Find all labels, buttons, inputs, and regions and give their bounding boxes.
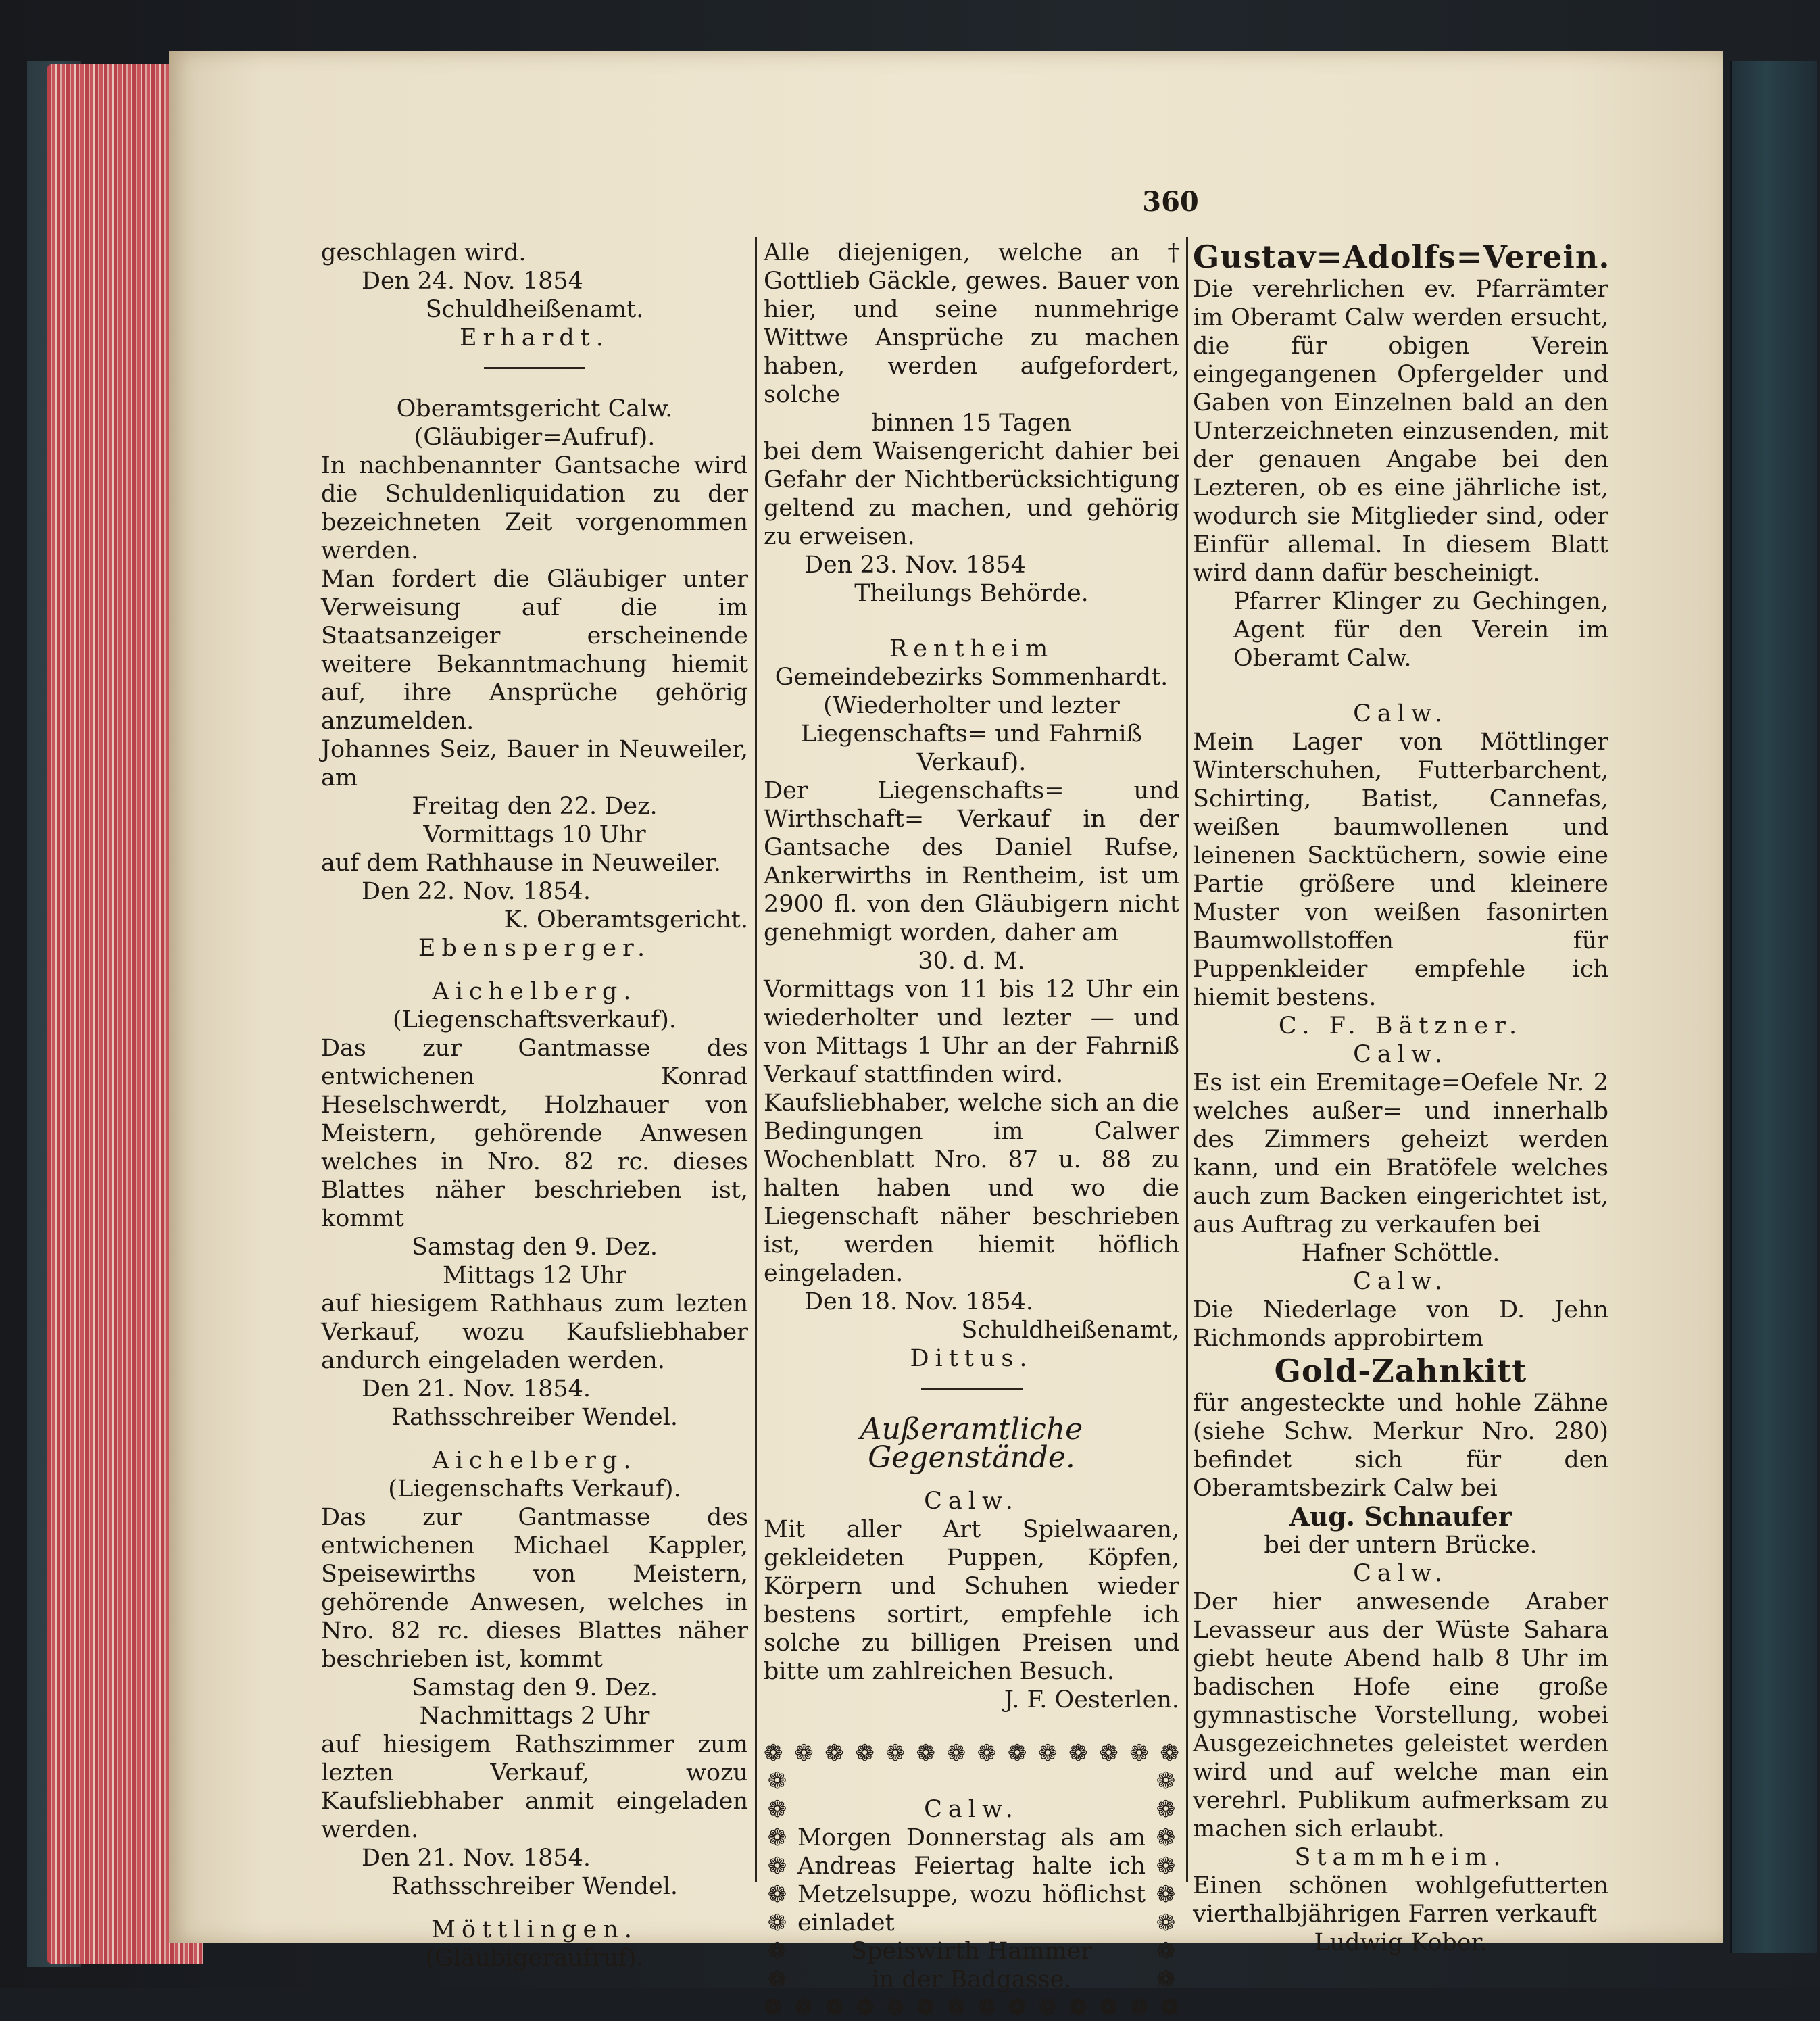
- ad-heading: Calw.: [1353, 700, 1448, 727]
- notice-text: Vormittags von 11 bis 12 Uhr ein wiederholter und lezter — und von Mittags 1 Uhr an der Fahrniß Verkauf stattfinden wird.: [764, 976, 1179, 1088]
- date-line: 30. d. M.: [918, 948, 1025, 975]
- notice-subheading: (Liegenschafts Verkauf).: [388, 1476, 681, 1503]
- date-line: Den 18. Nov. 1854.: [804, 1288, 1033, 1315]
- signature: Ludwig Kober.: [1314, 1929, 1487, 1956]
- ad-text: Mein Lager von Möttlinger Winterschuhen, Futterbarchent, Schirting, Batist, Cannefas, weißen baumwollenen und leinenen Sacktüchern, sowie eine Partie größere und kleinere Muster von weißen fasonirten Baumwollstoffen für Puppenkleider empfehle ich hiemit bestens.: [1193, 729, 1608, 1011]
- signature: Speiswirth Hammer: [850, 1938, 1093, 1965]
- ad-text: Es ist ein Eremitage=Oefele Nr. 2 welches außer= und innerhalb des Zimmers geheizt werden kann, und ein Bratöfele welches auch zum Backen eingerichtet ist, aus Auftrag zu verkaufen bei: [1193, 1069, 1608, 1238]
- ad-heading: Calw.: [924, 1796, 1019, 1823]
- section-title: Außeramtliche Gegenstände.: [860, 1412, 1083, 1475]
- association-heading: Gustav=Adolfs=Verein.: [1193, 239, 1610, 275]
- ad-heading: Calw.: [1353, 1560, 1448, 1587]
- place-line: auf dem Rathhause in Neuweiler.: [321, 850, 721, 877]
- authority: Theilungs Behörde.: [854, 580, 1089, 607]
- signature: Aug. Schnaufer: [1289, 1501, 1512, 1532]
- date-line: Den 21. Nov. 1854.: [362, 1375, 591, 1403]
- ad-heading: Calw.: [1353, 1268, 1448, 1295]
- ad-heading: Calw.: [924, 1488, 1019, 1515]
- ad-heading: Stammheim.: [1294, 1844, 1507, 1871]
- notice-text: Man fordert die Gläubiger unter Verweisung auf die im Staatsanzeiger erscheinende weitere Bekanntmachung hiemit auf, ihre Ansprüche gehörig anzumelden.: [321, 566, 748, 735]
- column-left: [321, 239, 748, 1972]
- date-line: Samstag den 9. Dez.: [411, 1234, 658, 1261]
- ad-heading: Calw.: [1353, 1041, 1448, 1068]
- authority: Schuldheißenamt,: [961, 1317, 1179, 1344]
- notice-heading: Aichelberg.: [432, 1447, 637, 1474]
- ad-text: Einen schönen wohlgefutterten vierthalbjährigen Farren verkauft: [1193, 1872, 1608, 1928]
- date-line: Den 24. Nov. 1854: [362, 268, 583, 295]
- notice-text: Johannes Seiz, Bauer in Neuweiler, am: [321, 736, 748, 792]
- signature: Erhardt.: [459, 324, 610, 351]
- ad-text: Der hier anwesende Araber Levasseur aus der Wüste Sahara giebt heute Abend halb 8 Uhr im badischen Hofe eine große gymnastische Vorstellung, wobei Ausgezeichnetes geleistet werden wird und auf welche man ein verehrl. Publikum aufmerksam zu machen sich erlaubt.: [1193, 1588, 1608, 1843]
- notice-text: Das zur Gantmasse des entwichenen Michael Kappler, Speisewirths von Meistern, gehörende Anwesen, welches in Nro. 82 rc. dieses Blattes näher beschrieben ist, kommt: [321, 1504, 748, 1673]
- time-line: Nachmittags 2 Uhr: [419, 1703, 650, 1730]
- notice-heading: Oberamtsgericht Calw.: [396, 395, 673, 422]
- signature: Rathsschreiber Wendel.: [391, 1404, 679, 1431]
- notice-heading: Möttlingen.: [431, 1916, 638, 1943]
- ad-text: Die Niederlage von D. Jehn Richmonds approbirtem: [1193, 1296, 1608, 1352]
- signature: Dittus.: [910, 1345, 1033, 1372]
- date-line: Den 23. Nov. 1854: [804, 552, 1026, 579]
- signature: Pfarrer Klinger zu Gechingen, Agent für den Verein im Oberamt Calw.: [1233, 588, 1608, 672]
- column-middle: [764, 239, 1179, 2021]
- signature: Hafner Schöttle.: [1301, 1240, 1500, 1267]
- notice-text: auf hiesigem Rathhaus zum lezten Verkauf, wozu Kaufsliebhaber andurch eingeladen werden.: [321, 1290, 748, 1374]
- book-cover-right: [1730, 61, 1817, 1953]
- ornament-border-left: ❁ ❁ ❁ ❁ ❁ ❁ ❁ ❁: [767, 1768, 787, 1993]
- address-line: bei der untern Brücke.: [1264, 1532, 1538, 1559]
- ornament-border-top: ❁ ❁ ❁ ❁ ❁ ❁ ❁ ❁ ❁ ❁ ❁ ❁ ❁ ❁: [764, 1740, 1179, 1767]
- text-line: geschlagen wird.: [321, 239, 526, 266]
- column-right: [1193, 239, 1608, 1957]
- authority: K. Oberamtsgericht.: [503, 906, 748, 933]
- ornament-border-right: ❁ ❁ ❁ ❁ ❁ ❁ ❁ ❁: [1156, 1768, 1176, 1993]
- signature: J. F. Oesterlen.: [1004, 1686, 1179, 1713]
- notice-subheading: (Liegenschaftsverkauf).: [393, 1006, 677, 1033]
- notice-subheading: (Gläubigeraufruf).: [425, 1945, 644, 1972]
- page-number: 360: [1142, 186, 1199, 218]
- time-line: Mittags 12 Uhr: [443, 1262, 626, 1289]
- date-line: Samstag den 9. Dez.: [411, 1674, 658, 1701]
- notice-text: Kaufsliebhaber, welche sich an die Bedingungen im Calwer Wochenblatt Nro. 87 u. 88 zu halten haben und wo die Liegenschaft näher beschrieben ist, werden hiemit höflich eingeladen.: [764, 1090, 1179, 1287]
- ad-text: Mit aller Art Spielwaaren, gekleideten Puppen, Köpfen, Körpern und Schuhen wieder bestens sortirt, empfehle ich solche zu billigen Preisen und bitte um zahlreichen Besuch.: [764, 1516, 1179, 1685]
- section-divider: [921, 1388, 1023, 1390]
- signature: Ebensperger.: [418, 935, 651, 962]
- date-line: Den 21. Nov. 1854.: [362, 1845, 591, 1872]
- ornament-content: [791, 1767, 1152, 1994]
- notice-subheading: (Wiederholter und lezter Liegenschafts= und Fahrniß Verkauf).: [801, 692, 1142, 776]
- newspaper-page: [169, 51, 1723, 2021]
- notice-text: bei dem Waisengericht dahier bei Gefahr der Nichtberücksichtigung geltend zu machen, und gehörig zu erweisen.: [764, 438, 1179, 550]
- notice-text: auf hiesigem Rathszimmer zum lezten Verkauf, wozu Kaufsliebhaber anmit eingeladen werden.: [321, 1731, 748, 1843]
- time-line: Vormittags 10 Uhr: [423, 821, 646, 848]
- column-rule-left: [755, 237, 757, 1882]
- ad-text: Morgen Donnerstag als am Andreas Feiertag halte ich Metzelsuppe, wozu höflichst einladet: [797, 1824, 1146, 1937]
- date-line: Den 22. Nov. 1854.: [362, 878, 591, 905]
- signature: C. F. Bätzner.: [1278, 1013, 1523, 1040]
- ornament-border-bottom: ❁ ❁ ❁ ❁ ❁ ❁ ❁ ❁ ❁ ❁ ❁ ❁ ❁ ❁: [764, 1994, 1179, 2021]
- ad-text: für angesteckte und hohle Zähne (siehe Schw. Merkur Nro. 280) befindet sich für den Oberamtsbezirk Calw bei: [1193, 1390, 1608, 1502]
- notice-text: Der Liegenschafts= und Wirthschaft= Verkauf in der Gantsache des Daniel Rufse, Ankerwirths in Rentheim, ist um 2900 fl. von den Gläubigern nicht genehmigt worden, daher am: [764, 777, 1179, 946]
- section-divider: [484, 367, 585, 369]
- address-line: in der Badgasse.: [871, 1966, 1072, 1993]
- notice-text: In nachbenannter Gantsache wird die Schuldenliquidation zu der bezeichneten Zeit vorgenommen werden.: [321, 452, 748, 564]
- notice-subheading: Gemeindebezirks Sommenhardt.: [774, 664, 1169, 691]
- column-rule-right: [1186, 237, 1188, 1882]
- product-name: Gold-Zahnkitt: [1274, 1353, 1527, 1389]
- notice-text: Alle diejenigen, welche an † Gottlieb Gäckle, gewes. Bauer von hier, und seine nunmehrige Wittwe Ansprüche zu machen haben, werden aufgefordert, solche: [764, 239, 1179, 408]
- notice-heading: Rentheim: [889, 635, 1054, 662]
- date-line: Freitag den 22. Dez.: [412, 793, 658, 820]
- signature: Rathsschreiber Wendel.: [391, 1873, 679, 1900]
- notice-text: Das zur Gantmasse des entwichenen Konrad Heselschwerdt, Holzhauer von Meistern, gehörende Anwesen welches in Nro. 82 rc. dieses Blattes näher beschrieben ist, kommt: [321, 1035, 748, 1232]
- authority: Schuldheißenamt.: [425, 296, 644, 323]
- deadline-line: binnen 15 Tagen: [871, 410, 1072, 437]
- notice-subheading: (Gläubiger=Aufruf).: [414, 424, 656, 451]
- notice-text: Die verehrlichen ev. Pfarrämter im Oberamt Calw werden ersucht, die für obigen Verein eingegangenen Opfergelder und Gaben von Einzelnen bald an den Unterzeichneten einzusenden, mit der genauen Angabe bei den Lezteren, ob es eine jährliche ist, wodurch sie Mitglieder sind, oder Einfür allemal. In diesem Blatt wird dann dafür bescheinigt.: [1193, 276, 1608, 587]
- notice-heading: Aichelberg.: [432, 978, 637, 1005]
- ornamental-frame: [764, 1740, 1179, 2021]
